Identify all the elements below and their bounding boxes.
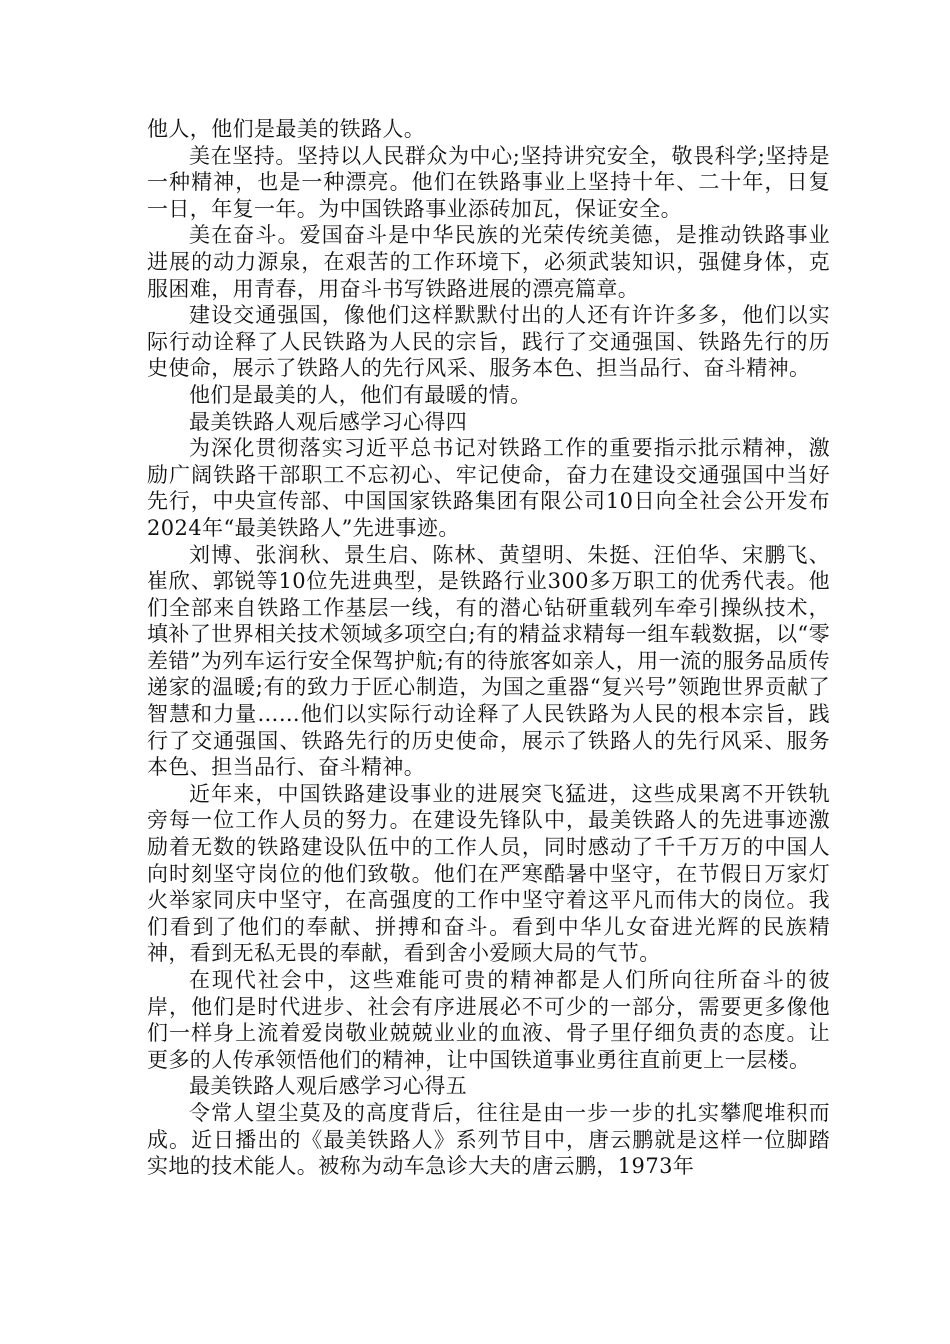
paragraph-continuation: 他人，他们是最美的铁路人。 (147, 117, 426, 141)
paragraph-recent-years: 近年来，中国铁路建设事业的进展突飞猛进，这些成果离不开铁轨旁每一位工作人员的努力。在建设先锋队中，最美铁路人的先进事迹激励着无数的铁路建设队伍中的工作人员，同时感动了千千万万的中国人向时刻坚守岗位的他们致敬。他们在严寒酷暑中坚守，在节假日万家灯火举家同庆中坚守，在高强度的工作中坚守着这平凡而伟大的岗位。我们看到了他们的奉献、拼搏和奋斗。看到中华儿女奋进光辉的民族精神，看到无私无畏的奉献，看到舍小爱顾大局的气节。 (147, 781, 830, 966)
document-body (147, 116, 830, 1180)
paragraph-announcement: 为深化贯彻落实习近平总书记对铁路工作的重要指示批示精神，激励广阔铁路干部职工不忘初心、牢记使命，奋力在建设交通强国中当好先行，中央宣传部、中国国家铁路集团有限公司10日向全社会公开发布2024年“最美铁路人”先进事迹。 (147, 436, 830, 540)
paragraph-modern-society: 在现代社会中，这些难能可贵的精神都是人们所向往所奋斗的彼岸，他们是时代进步、社会有序进展必不可少的一部分，需要更多像他们一样身上流着爱岗敬业兢兢业业的血液、骨子里仔细负责的态度。让更多的人传承领悟他们的精神，让中国铁道事业勇往直前更上一层楼。 (147, 968, 830, 1072)
paragraph-persistence: 美在坚持。坚持以人民群众为中心;坚持讲究安全，敬畏科学;坚持是一种精神，也是一种漂亮。他们在铁路事业上坚持十年、二十年，日复一日，年复一年。为中国铁路事业添砖加瓦，保证安全。 (147, 143, 830, 221)
section-heading-four: 最美铁路人观后感学习心得四 (189, 409, 468, 434)
paragraph-warmest: 他们是最美的人，他们有最暖的情。 (189, 382, 532, 407)
paragraph-tang-yunpeng: 令常人望尘莫及的高度背后，往往是由一步一步的扎实攀爬堆积而成。近日播出的《最美铁路人》系列节目中，唐云鹏就是这样一位脚踏实地的技术能人。被称为动车急诊大夫的唐云鹏，1973年 (147, 1100, 830, 1179)
paragraph-ten-models: 刘博、张润秋、景生启、陈林、黄望明、朱挺、汪伯华、宋鹏飞、崔欣、郭锐等10位先进典型，是铁路行业300多万职工的优秀代表。他们全部来自铁路工作基层一线，有的潜心钻研重载列车牵引操纵技术，填补了世界相关技术领域多项空白;有的精益求精每一组车载数据，以“零差错”为列车运行安全保驾护航;有的待旅客如亲人，用一流的服务品质传递家的温暖;有的致力于匠心制造，为国之重器“复兴号”领跑世界贡献了智慧和力量……他们以实际行动诠释了人民铁路为人民的根本宗旨，践行了交通强国、铁路先行的历史使命，展示了铁路人的先行风采、服务本色、担当品行、奋斗精神。 (147, 542, 830, 780)
paragraph-transport-power: 建设交通强国，像他们这样默默付出的人还有许许多多，他们以实际行动诠释了人民铁路为人民的宗旨，践行了交通强国、铁路先行的历史使命，展示了铁路人的先行风采、服务本色、担当品行、奋斗精神。 (147, 303, 830, 381)
section-heading-five: 最美铁路人观后感学习心得五 (189, 1074, 468, 1099)
paragraph-struggle: 美在奋斗。爱国奋斗是中华民族的光荣传统美德，是推动铁路事业进展的动力源泉，在艰苦的工作环境下，必须武装知识，强健身体，克服困难，用青春，用奋斗书写铁路进展的漂亮篇章。 (147, 223, 830, 301)
